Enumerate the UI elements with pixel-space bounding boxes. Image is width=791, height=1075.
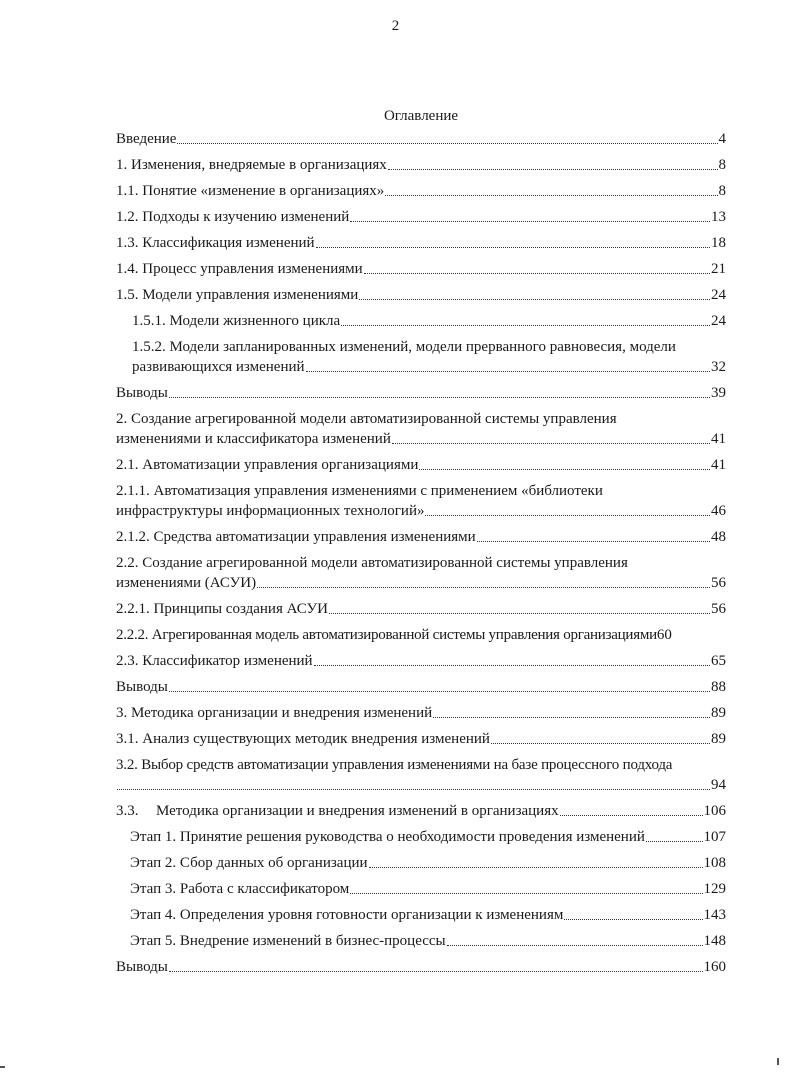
toc-entry-page: 160	[703, 959, 726, 975]
toc-entry-2-1[interactable]	[116, 455, 726, 475]
dot-leader	[392, 443, 710, 444]
toc-entry-stage-4[interactable]	[116, 905, 726, 925]
dot-leader	[433, 717, 710, 718]
toc-entry-text: 1.4. Процесс управления изменениями	[116, 261, 363, 277]
toc-entry-text: Выводы	[116, 959, 168, 975]
toc-entry-text: 2.3. Классификатор изменений	[116, 653, 313, 669]
dot-leader	[177, 143, 717, 144]
toc-entry-conclusions-1[interactable]	[116, 383, 726, 403]
dot-leader	[316, 247, 710, 248]
toc-entry-page: 4	[718, 131, 726, 147]
toc-title: Оглавление	[383, 108, 459, 124]
toc-entry-2-2[interactable]	[116, 553, 726, 593]
dot-leader	[350, 221, 710, 222]
toc-entry-page: 89	[711, 731, 726, 747]
toc-entry-text-line2: развивающихся изменений	[132, 359, 305, 375]
toc-entry-text-line2: изменениями и классификатора изменений	[116, 431, 391, 447]
dot-leader	[257, 587, 710, 588]
toc-entry-page: 46	[711, 503, 726, 519]
dot-leader	[385, 195, 717, 196]
toc-entry-stage-3[interactable]	[116, 879, 726, 899]
toc-entry-page: 13	[711, 209, 726, 225]
toc-entry-text: 2.2.2. Агрегированная модель автоматизированной системы управления организациями	[116, 627, 657, 643]
toc-entry-page: 41	[711, 457, 726, 473]
toc-entry-text: Выводы	[116, 679, 168, 695]
toc-entry-page: 88	[711, 679, 726, 695]
dot-leader	[350, 893, 702, 894]
toc-entry-text-line1: 2.1.1. Автоматизация управления изменениями с применением «библиотеки	[116, 483, 603, 499]
toc-entry-text-line2: инфраструктуры информационных технологий»	[116, 503, 425, 519]
toc-entry-3-3[interactable]	[116, 801, 726, 821]
toc-entry-stage-1[interactable]	[116, 827, 726, 847]
toc-entry-stage-2[interactable]	[116, 853, 726, 873]
dot-leader	[341, 325, 710, 326]
toc-entry-1-3[interactable]	[116, 233, 726, 253]
toc-entry-text: 1.1. Понятие «изменение в организациях»	[116, 183, 385, 199]
toc-entry-text-line1: 3.2. Выбор средств автоматизации управления изменениями на базе процессного подхода	[116, 757, 673, 773]
toc-entry-2-2-2[interactable]	[116, 625, 726, 645]
toc-entry-2-1-2[interactable]	[116, 527, 726, 547]
dot-leader	[560, 815, 703, 816]
toc-entry-stage-5[interactable]	[116, 931, 726, 951]
dot-leader	[306, 371, 710, 372]
toc-entry-text: 2.1.2. Средства автоматизации управления изменениями	[116, 529, 476, 545]
toc-entry-text: Методика организации и внедрения изменений в организациях	[156, 803, 559, 819]
toc-entry-page: 24	[711, 287, 726, 303]
page-number: 2	[391, 18, 400, 34]
dot-leader	[169, 397, 710, 398]
toc-entry-page: 106	[703, 803, 726, 819]
toc-entry-introduction[interactable]	[116, 129, 726, 149]
dot-leader	[314, 665, 710, 666]
toc-entry-text: 2.2.1. Принципы создания АСУИ	[116, 601, 328, 617]
toc-entry-number: 3.3.	[116, 803, 139, 819]
table-of-contents	[116, 129, 726, 983]
scan-artifact-mark	[0, 1066, 5, 1068]
dot-leader	[646, 841, 703, 842]
toc-entry-page: 18	[711, 235, 726, 251]
toc-entry-conclusions-2[interactable]	[116, 677, 726, 697]
toc-entry-page: 148	[703, 933, 726, 949]
toc-entry-text: Введение	[116, 131, 177, 147]
toc-entry-page: 56	[711, 601, 726, 617]
toc-entry-1-2[interactable]	[116, 207, 726, 227]
toc-entry-2-3[interactable]	[116, 651, 726, 671]
toc-entry-2-2-1[interactable]	[116, 599, 726, 619]
toc-entry-text: Этап 2. Сбор данных об организации	[130, 855, 368, 871]
toc-entry-1-5-1[interactable]	[116, 311, 726, 331]
toc-entry-2-1-1[interactable]	[116, 481, 726, 521]
toc-entry-chapter-3[interactable]	[116, 703, 726, 723]
toc-entry-page: 107	[703, 829, 726, 845]
toc-entry-page: 32	[711, 359, 726, 375]
toc-entry-page: 48	[711, 529, 726, 545]
dot-leader	[419, 469, 710, 470]
toc-entry-page: 94	[711, 777, 726, 793]
toc-entry-text: 1.2. Подходы к изучению изменений	[116, 209, 350, 225]
toc-entry-1-5-2[interactable]	[116, 337, 726, 377]
dot-leader	[329, 613, 710, 614]
toc-entry-page: 143	[703, 907, 726, 923]
toc-entry-text: Этап 4. Определения уровня готовности организации к изменениям	[130, 907, 564, 923]
toc-entry-page: 129	[703, 881, 726, 897]
scan-artifact-mark	[777, 1058, 779, 1065]
dot-leader	[359, 299, 710, 300]
toc-entry-text: Выводы	[116, 385, 168, 401]
dot-leader	[564, 919, 702, 920]
toc-entry-text-line1: 1.5.2. Модели запланированных изменений, модели прерванного равновесия, модели	[132, 339, 676, 355]
toc-entry-page: 21	[711, 261, 726, 277]
toc-entry-text: Этап 3. Работа с классификатором	[130, 881, 350, 897]
toc-entry-text: 1.5.1. Модели жизненного цикла	[132, 313, 341, 329]
dot-leader	[169, 691, 710, 692]
dot-leader	[388, 169, 718, 170]
toc-entry-text-line2: изменениями (АСУИ)	[116, 575, 257, 591]
toc-entry-page: 24	[711, 313, 726, 329]
toc-entry-chapter-2[interactable]	[116, 409, 726, 449]
toc-entry-3-1[interactable]	[116, 729, 726, 749]
toc-entry-text: Этап 1. Принятие решения руководства о необходимости проведения изменений	[130, 829, 645, 845]
dot-leader	[491, 743, 710, 744]
toc-entry-page: 60	[656, 627, 672, 643]
toc-entry-text: 1. Изменения, внедряемые в организациях	[116, 157, 387, 173]
toc-entry-conclusions-3[interactable]	[116, 957, 726, 977]
toc-entry-page: 39	[711, 385, 726, 401]
toc-entry-text: 2.1. Автоматизации управления организациями	[116, 457, 419, 473]
toc-entry-1-5[interactable]	[116, 285, 726, 305]
toc-entry-text: 1.5. Модели управления изменениями	[116, 287, 359, 303]
toc-entry-page: 89	[711, 705, 726, 721]
toc-entry-page: 41	[711, 431, 726, 447]
dot-leader	[169, 971, 703, 972]
dot-leader	[425, 515, 710, 516]
dot-leader	[364, 273, 710, 274]
toc-entry-text: 3. Методика организации и внедрения изменений	[116, 705, 433, 721]
toc-entry-page: 8	[718, 183, 726, 199]
toc-entry-page: 8	[718, 157, 726, 173]
toc-entry-1-1[interactable]	[116, 181, 726, 201]
toc-entry-3-2[interactable]	[116, 755, 726, 795]
toc-entry-page: 65	[711, 653, 726, 669]
toc-entry-text: Этап 5. Внедрение изменений в бизнес-процессы	[130, 933, 446, 949]
dot-leader	[369, 867, 703, 868]
toc-entry-chapter-1[interactable]	[116, 155, 726, 175]
toc-entry-page: 108	[703, 855, 726, 871]
toc-entry-text-line1: 2.2. Создание агрегированной модели автоматизированной системы управления	[116, 555, 628, 571]
toc-entry-text: 3.1. Анализ существующих методик внедрения изменений	[116, 731, 490, 747]
dot-leader	[477, 541, 710, 542]
dot-leader	[117, 789, 710, 790]
dot-leader	[447, 945, 703, 946]
toc-entry-page: 56	[711, 575, 726, 591]
toc-entry-text-line1: 2. Создание агрегированной модели автоматизированной системы управления	[116, 411, 617, 427]
toc-entry-text: 1.3. Классификация изменений	[116, 235, 315, 251]
toc-entry-1-4[interactable]	[116, 259, 726, 279]
